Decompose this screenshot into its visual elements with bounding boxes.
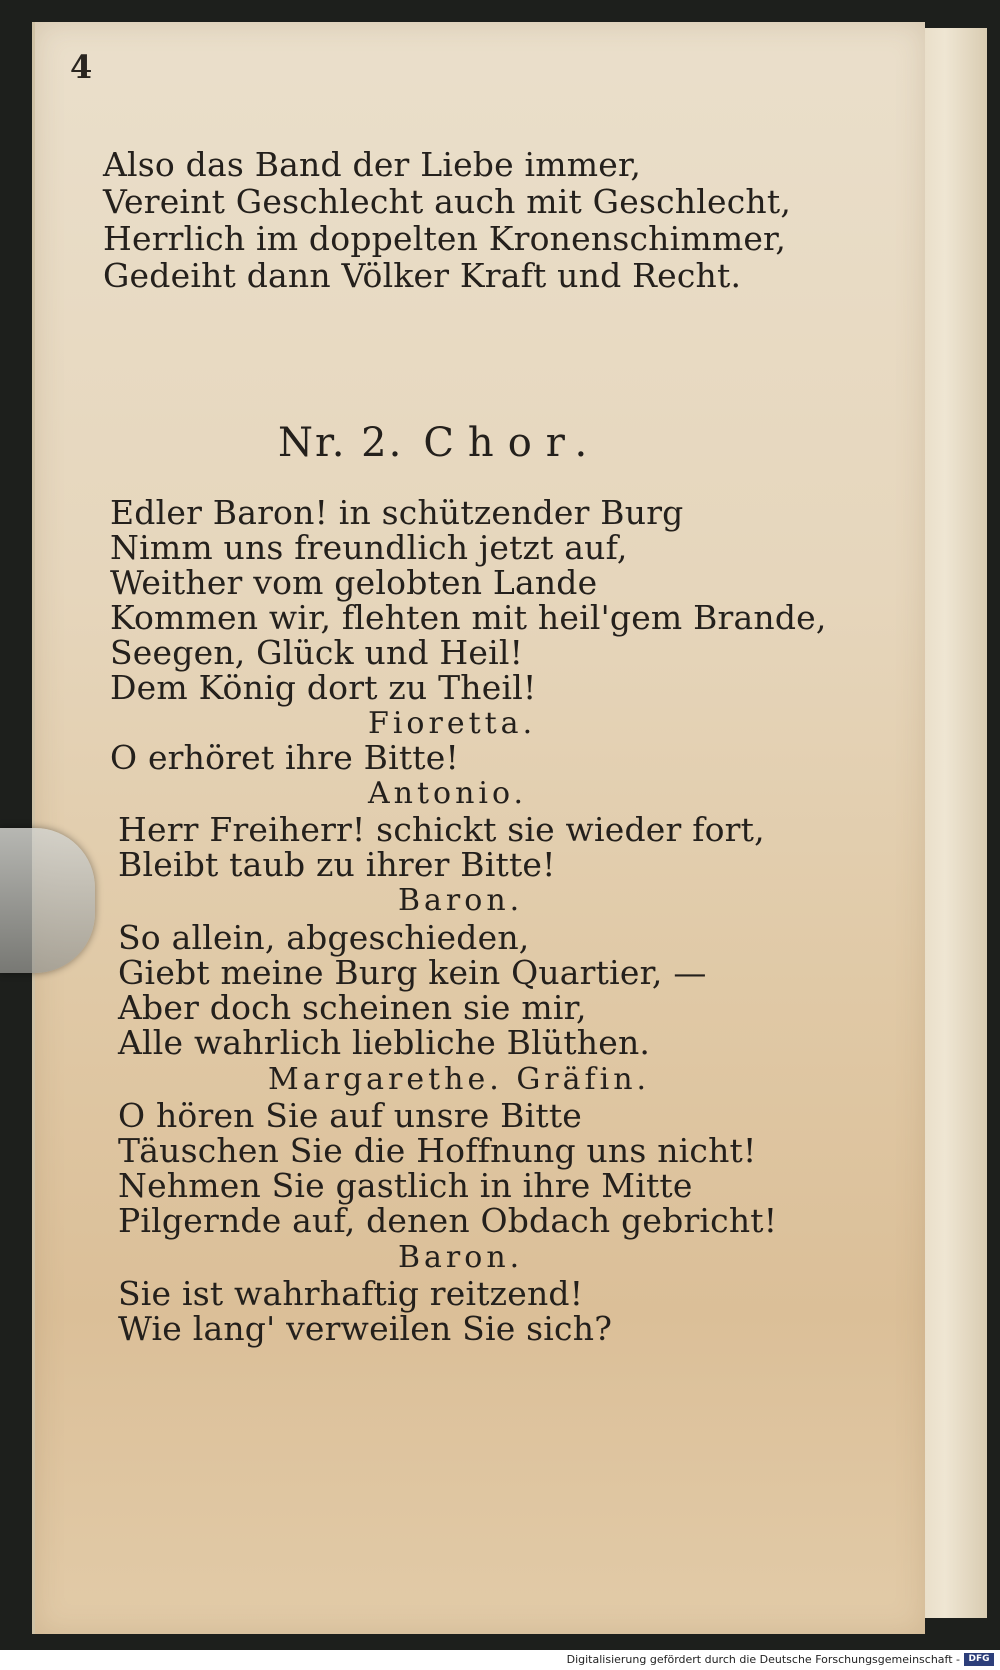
speaker-name: Baron. — [398, 883, 524, 918]
verse-line: Also das Band der Liebe immer, — [103, 145, 642, 184]
verse-line: Dem König dort zu Theil! — [110, 668, 537, 707]
verse-line: Edler Baron! in schützender Burg — [110, 493, 684, 532]
verse-line: Sie ist wahrhaftig reitzend! — [118, 1274, 584, 1313]
verse-line: Aber doch scheinen sie mir, — [118, 988, 587, 1027]
section-heading — [278, 420, 601, 466]
page-number: 4 — [70, 48, 93, 86]
speaker-name: Fioretta. — [368, 706, 537, 741]
verse-line: Seegen, Glück und Heil! — [110, 633, 524, 672]
verse-line: Pilgernde auf, denen Obdach gebricht! — [118, 1201, 778, 1240]
heading-number: Nr. 2. — [278, 420, 404, 466]
footer-bar — [0, 1650, 1000, 1670]
verse-line: Bleibt taub zu ihrer Bitte! — [118, 845, 556, 884]
verse-line: Herr Freiherr! schickt sie wieder fort, — [118, 810, 765, 849]
verse-line: Täuschen Sie die Hoffnung uns nicht! — [118, 1131, 757, 1170]
page-edge — [915, 28, 987, 1618]
dfg-logo: DFG — [964, 1653, 994, 1666]
verse-line: Giebt meine Burg kein Quartier, — — [118, 953, 707, 992]
footer-credit: Digitalisierung gefördert durch die Deutsche Forschungsgemeinschaft - — [566, 1653, 960, 1666]
verse-line: O hören Sie auf unsre Bitte — [118, 1096, 583, 1135]
verse-line: Nimm uns freundlich jetzt auf, — [110, 528, 628, 567]
verse-line: Nehmen Sie gastlich in ihre Mitte — [118, 1166, 693, 1205]
verse-line: Wie lang' verweilen Sie sich? — [118, 1309, 613, 1348]
verse-line: So allein, abgeschieden, — [118, 918, 530, 957]
verse-line: Alle wahrlich liebliche Blüthen. — [118, 1023, 651, 1062]
verse-line: Herrlich im doppelten Kronenschimmer, — [103, 219, 787, 258]
speaker-name: Margarethe. Gräfin. — [268, 1062, 651, 1097]
verse-line: Gedeiht dann Völker Kraft und Recht. — [103, 256, 742, 295]
speaker-name: Baron. — [398, 1240, 524, 1275]
verse-line: Weither vom gelobten Lande — [110, 563, 598, 602]
verse-line: O erhöret ihre Bitte! — [110, 738, 459, 777]
page-clip — [0, 828, 95, 973]
heading-title: Chor. — [423, 420, 602, 466]
verse-line: Kommen wir, flehten mit heil'gem Brande, — [110, 598, 827, 637]
verse-line: Vereint Geschlecht auch mit Geschlecht, — [103, 182, 792, 221]
speaker-name: Antonio. — [368, 776, 528, 811]
